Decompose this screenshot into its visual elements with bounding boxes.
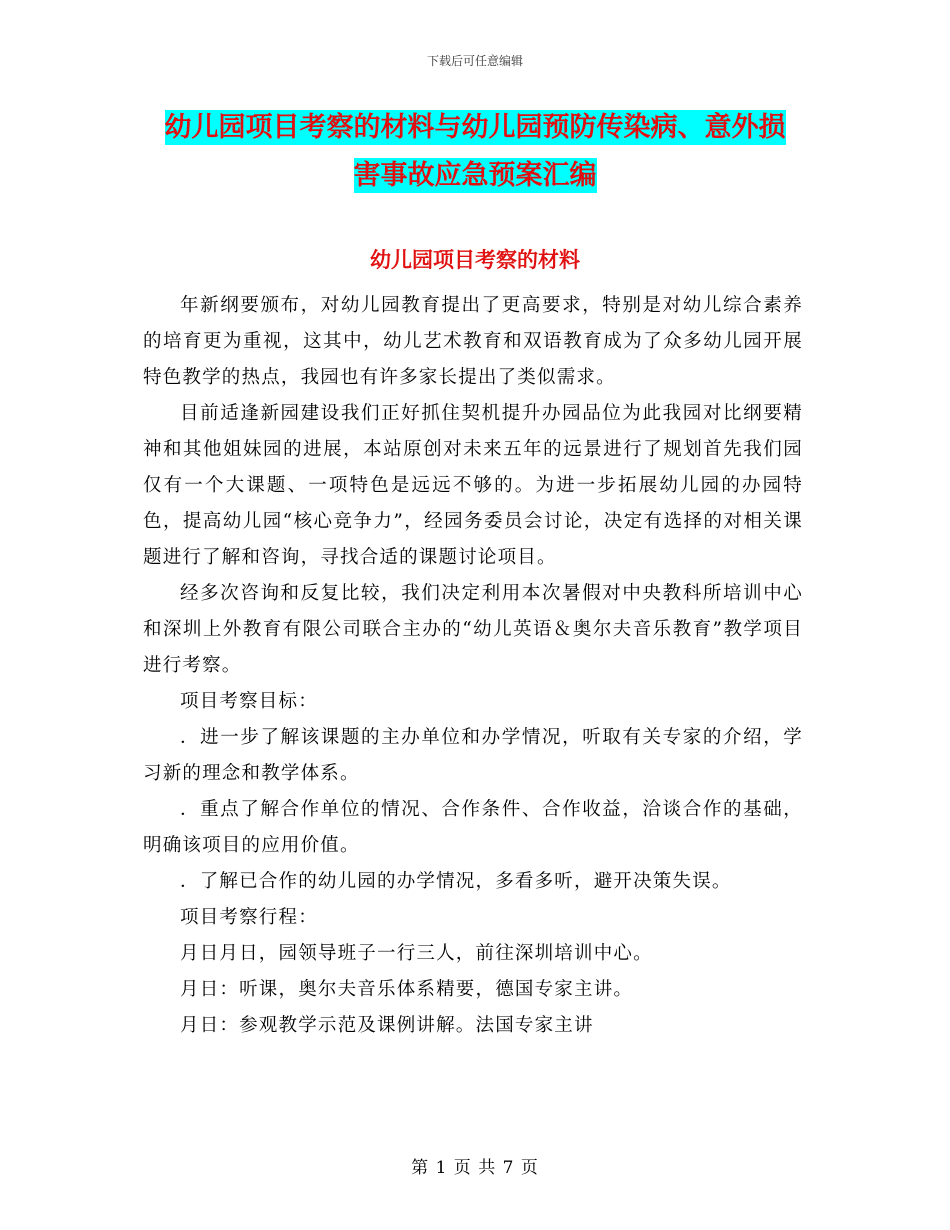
- paragraph-itinerary-2: 月日：听课，奥尔夫音乐体系精要，德国专家主讲。: [180, 979, 634, 1000]
- document-title-line-2: 害事故应急预案汇编: [353, 160, 597, 191]
- document-body: [143, 288, 803, 1044]
- page-footer: 第 1 页 共 7 页: [411, 1158, 539, 1178]
- page-header: 下载后可任意编辑: [426, 54, 523, 68]
- paragraph-goal-2: ．重点了解合作单位的情况、合作条件、合作收益，洽谈合作的基础，明确该项目的应用价值。: [143, 799, 803, 856]
- paragraph-goals-heading: 项目考察目标：: [180, 691, 318, 712]
- paragraph-decision: 经多次咨询和反复比较，我们决定利用本次暑假对中央教科所培训中心和深圳上外教育有限公司联合主办的“幼儿英语＆奥尔夫音乐教育”教学项目进行考察。: [143, 583, 803, 676]
- paragraph-background: 目前适逢新园建设我们正好抓住契机提升办园品位为此我园对比纲要精神和其他姐妹园的进展，本站原创对未来五年的远景进行了规划首先我们园仅有一个大课题、一项特色是远远不够的。为进一步拓展幼儿园的办园特色，提高幼儿园“核心竞争力”，经园务委员会讨论，决定有选择的对相关课题进行了解和咨询，寻找合适的课题讨论项目。: [143, 403, 803, 568]
- document-title: [145, 104, 805, 200]
- paragraph-itinerary-1: 月日月日，园领导班子一行三人，前往深圳培训中心。: [180, 943, 653, 964]
- paragraph-goal-1: ．进一步了解该课题的主办单位和办学情况，听取有关专家的介绍，学习新的理念和教学体系。: [143, 727, 803, 784]
- document-title-line-1: 幼儿园项目考察的材料与幼儿园预防传染病、意外损: [164, 112, 786, 143]
- paragraph-intro: 年新纲要颁布，对幼儿园教育提出了更高要求，特别是对幼儿综合素养的培育更为重视，这其中，幼儿艺术教育和双语教育成为了众多幼儿园开展特色教学的热点，我园也有许多家长提出了类似需求。: [143, 295, 803, 388]
- paragraph-goal-3: ．了解已合作的幼儿园的办学情况，多看多听，避开决策失误。: [180, 871, 732, 892]
- section-title: 幼儿园项目考察的材料: [370, 248, 580, 272]
- paragraph-itinerary-heading: 项目考察行程：: [180, 907, 318, 928]
- paragraph-itinerary-3: 月日：参观教学示范及课例讲解。法国专家主讲: [180, 1015, 594, 1036]
